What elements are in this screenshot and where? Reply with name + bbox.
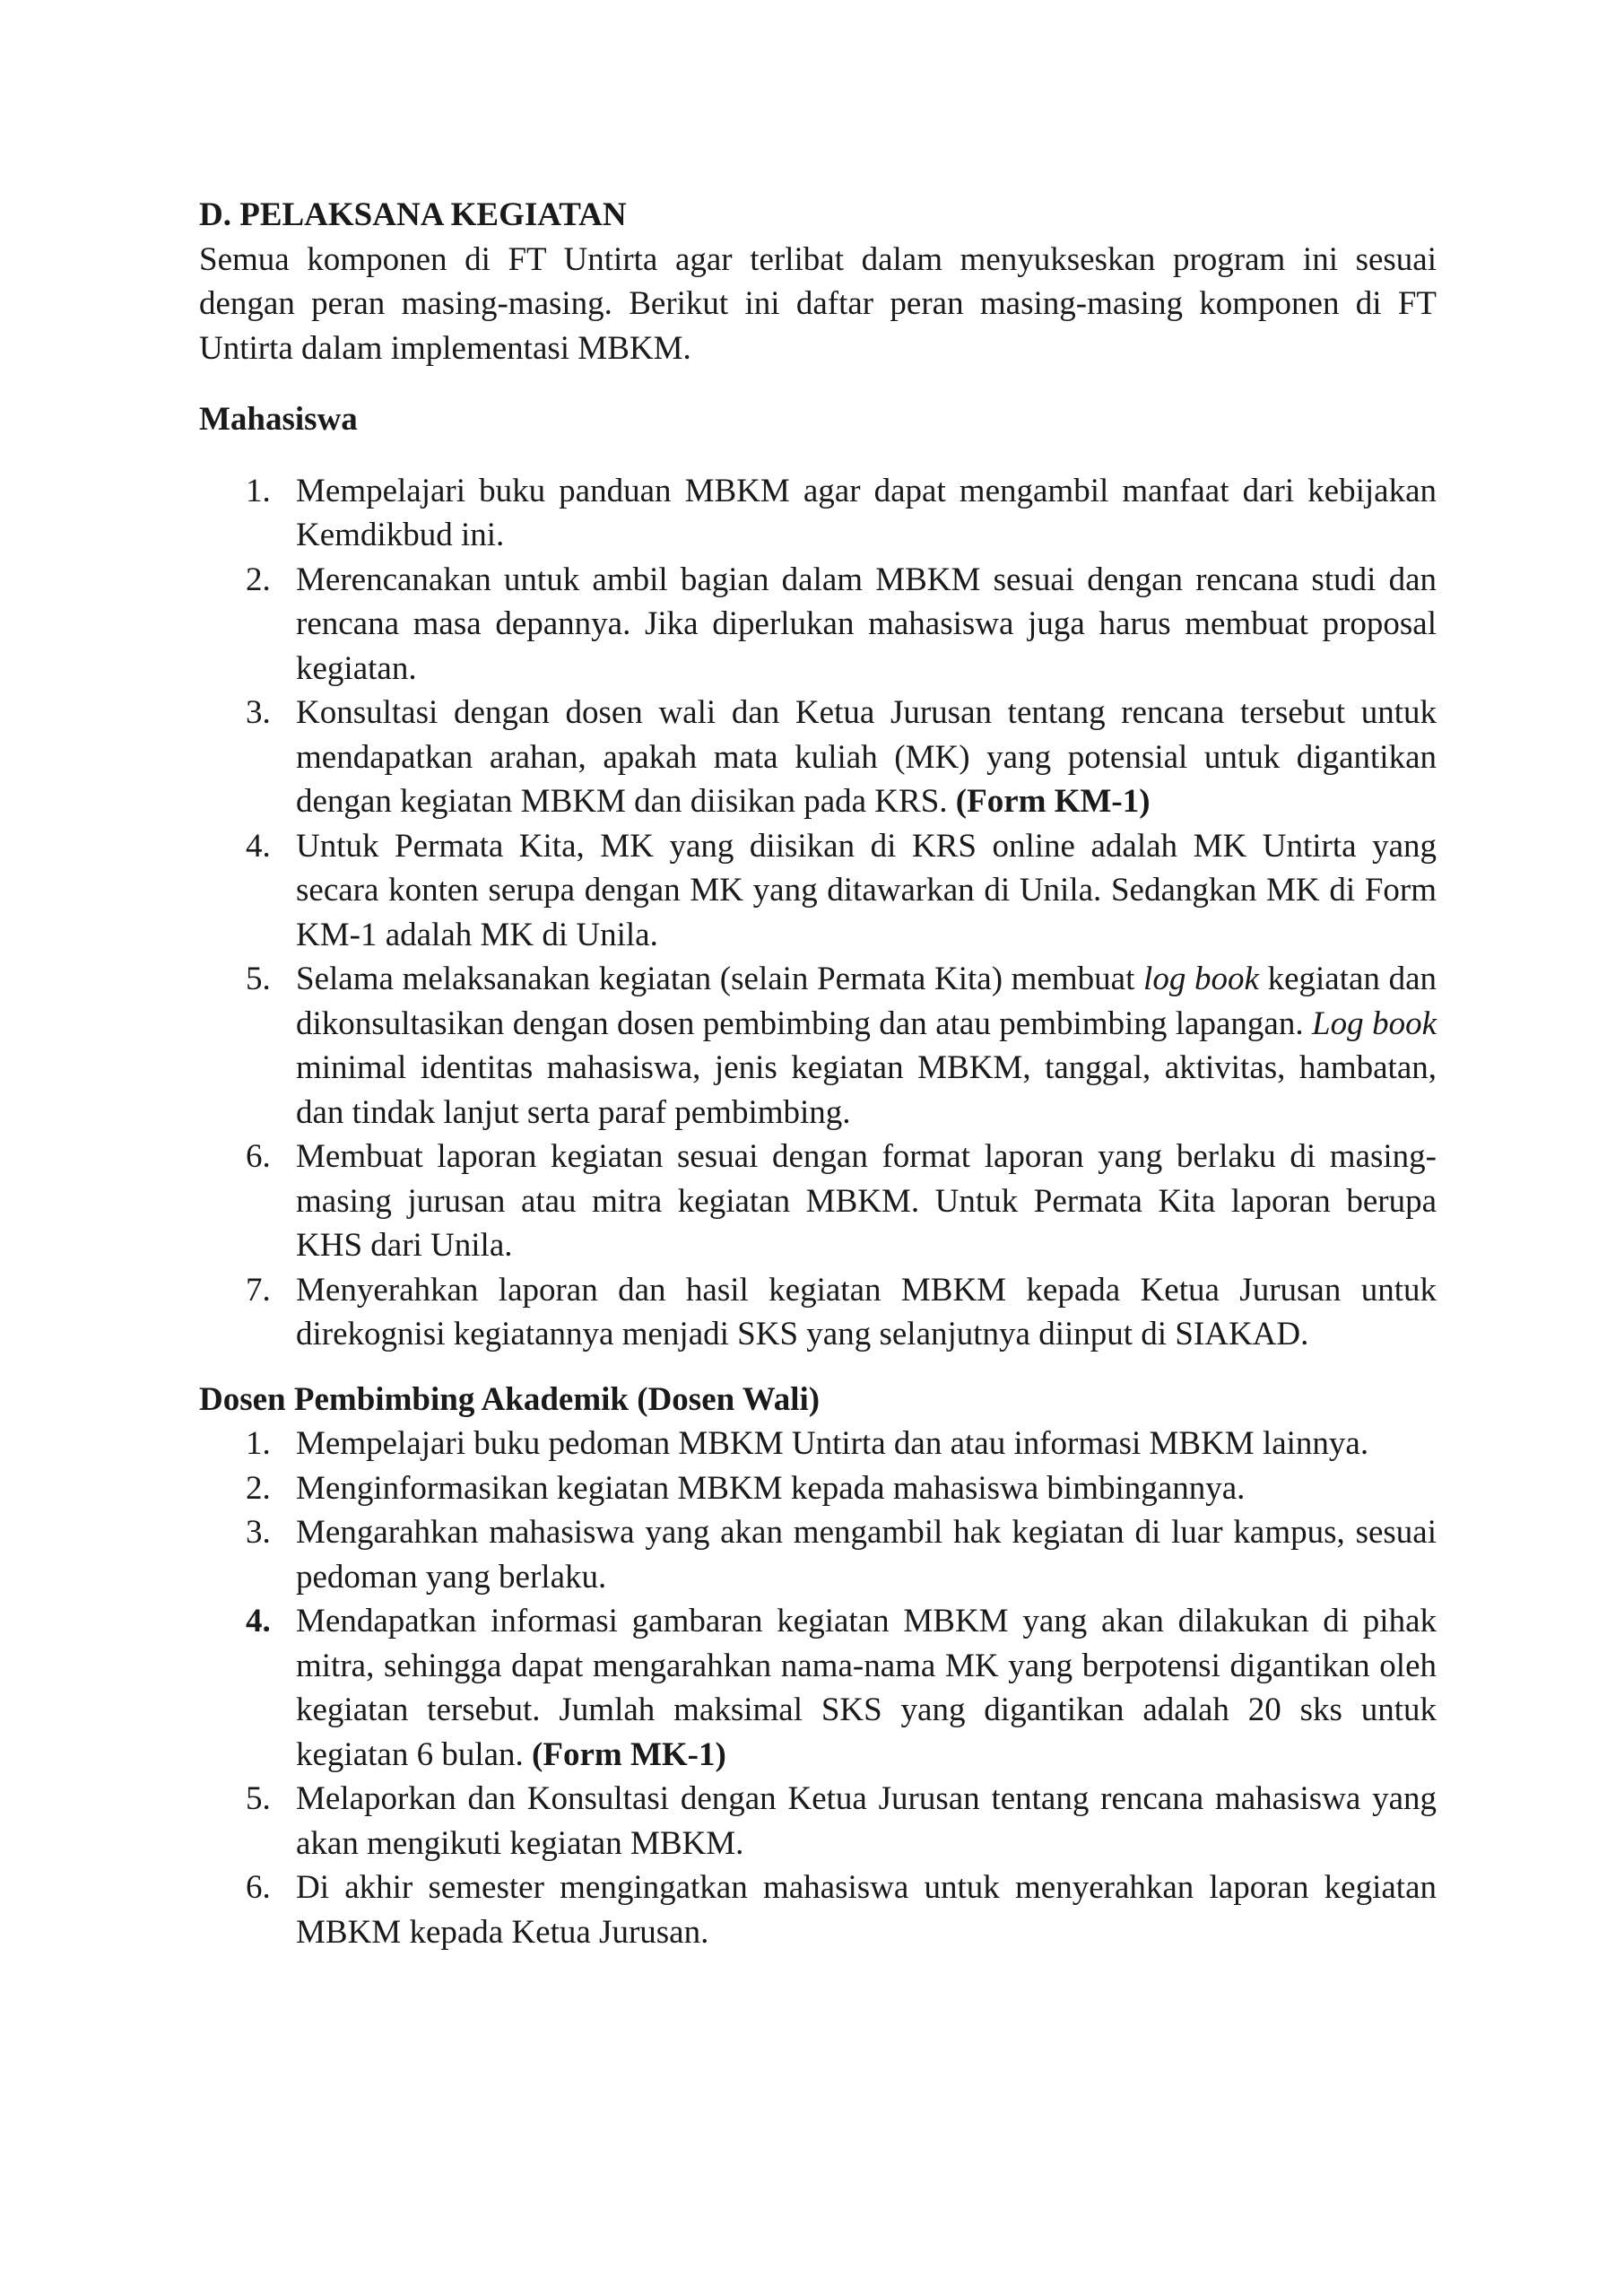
item-text: Melaporkan dan Konsultasi dengan Ketua Jurusan tentang rencana mahasiswa yang akan mengikuti kegiatan MBKM. [296,1780,1437,1862]
mahasiswa-heading: Mahasiswa [199,401,358,438]
item-number: 2. [246,1469,271,1507]
list-item [199,1268,1437,1357]
italic-term: log book [1143,961,1259,997]
item-text-part: kegiatan dan dikonsultasikan dengan dosen pembimbing dan atau pembimbing lapangan. [296,961,1437,1042]
item-text: Untuk Permata Kita, MK yang diisikan di KRS online adalah MK Untirta yang secara konten serupa dengan MK yang ditawarkan di Unila. Sedangkan MK di Form KM-1 adalah MK di Unila. [296,827,1437,953]
list-item [199,1466,1437,1511]
item-text: Menyerahkan laporan dan hasil kegiatan MBKM kepada Ketua Jurusan untuk direkognisi kegiatannya menjadi SKS yang selanjutnya diinput di SIAKAD. [296,1271,1437,1352]
list-item [199,691,1437,824]
list-item [199,1866,1437,1954]
item-text: Konsultasi dengan dosen wali dan Ketua Jurusan tentang rencana tersebut untuk mendapatkan arahan, apakah mata kuliah (MK) yang potensial untuk digantikan dengan kegiatan MBKM dan diisikan pada KRS. [296,694,1437,820]
item-text: Mengarahkan mahasiswa yang akan mengambil hak kegiatan di luar kampus, sesuai pedoman yang berlaku. [296,1514,1437,1596]
item-text-part: minimal identitas mahasiswa, jenis kegiatan MBKM, tanggal, aktivitas, hambatan, dan tindak lanjut serta paraf pembimbing. [296,1049,1437,1131]
item-number: 6. [246,1138,271,1175]
mahasiswa-list [199,469,1437,1357]
item-text: Mendapatkan informasi gambaran kegiatan MBKM yang akan dilakukan di pihak mitra, sehingga dapat mengarahkan nama-nama MK yang berpotensi digantikan oleh kegiatan tersebut. Jumlah maksimal SKS yang digantikan adalah 20 sks untuk kegiatan 6 bulan. [296,1603,1437,1773]
item-number: 3. [246,1514,271,1551]
list-item [199,1599,1437,1777]
item-text: Mempelajari buku panduan MBKM agar dapat mengambil manfaat dari kebijakan Kemdikbud ini. [296,472,1437,553]
item-number: 1. [246,472,271,509]
list-item [199,558,1437,691]
list-item [199,1510,1437,1599]
item-number: 2. [246,561,271,598]
item-number: 4. [246,1603,271,1639]
form-reference: (Form KM-1) [955,783,1151,820]
item-text: Menginformasikan kegiatan MBKM kepada mahasiswa bimbingannya. [296,1469,1246,1507]
item-text-part: Selama melaksanakan kegiatan (selain Permata Kita) membuat [296,961,1135,997]
item-text: Merencanakan untuk ambil bagian dalam MBKM sesuai dengan rencana studi dan rencana masa depannya. Jika diperlukan mahasiswa juga harus membuat proposal kegiatan. [296,561,1437,687]
item-number: 5. [246,961,271,997]
list-item [199,1777,1437,1866]
list-item [199,957,1437,1135]
form-reference: (Form MK-1) [532,1735,726,1773]
item-number: 3. [246,694,271,731]
list-item [199,824,1437,958]
section-title: D. PELAKSANA KEGIATAN [199,196,627,233]
item-number: 6. [246,1869,271,1906]
list-item [199,1135,1437,1268]
dosen-wali-list [199,1422,1437,1954]
item-number: 7. [246,1271,271,1309]
italic-term: Log book [1312,1004,1437,1042]
document-page [199,193,1437,1954]
item-number: 5. [246,1780,271,1817]
item-text: Membuat laporan kegiatan sesuai dengan format laporan yang berlaku di masing-masing jurusan atau mitra kegiatan MBKM. Untuk Permata Kita laporan berupa KHS dari Unila. [296,1138,1437,1264]
list-item [199,469,1437,558]
dosen-wali-heading: Dosen Pembimbing Akademik (Dosen Wali) [199,1380,821,1418]
item-text: Di akhir semester mengingatkan mahasiswa untuk menyerahkan laporan kegiatan MBKM kepada Ketua Jurusan. [296,1869,1437,1951]
list-item [199,1422,1437,1466]
intro-paragraph: Semua komponen di FT Untirta agar terlibat dalam menyukseskan program ini sesuai dengan peran masing-masing. Berikut ini daftar peran masing-masing komponen di FT Untirta dalam implementasi MBKM. [199,240,1437,367]
item-number: 1. [246,1425,271,1462]
item-number: 4. [246,827,271,865]
item-text: Mempelajari buku pedoman MBKM Untirta dan atau informasi MBKM lainnya. [296,1425,1369,1462]
